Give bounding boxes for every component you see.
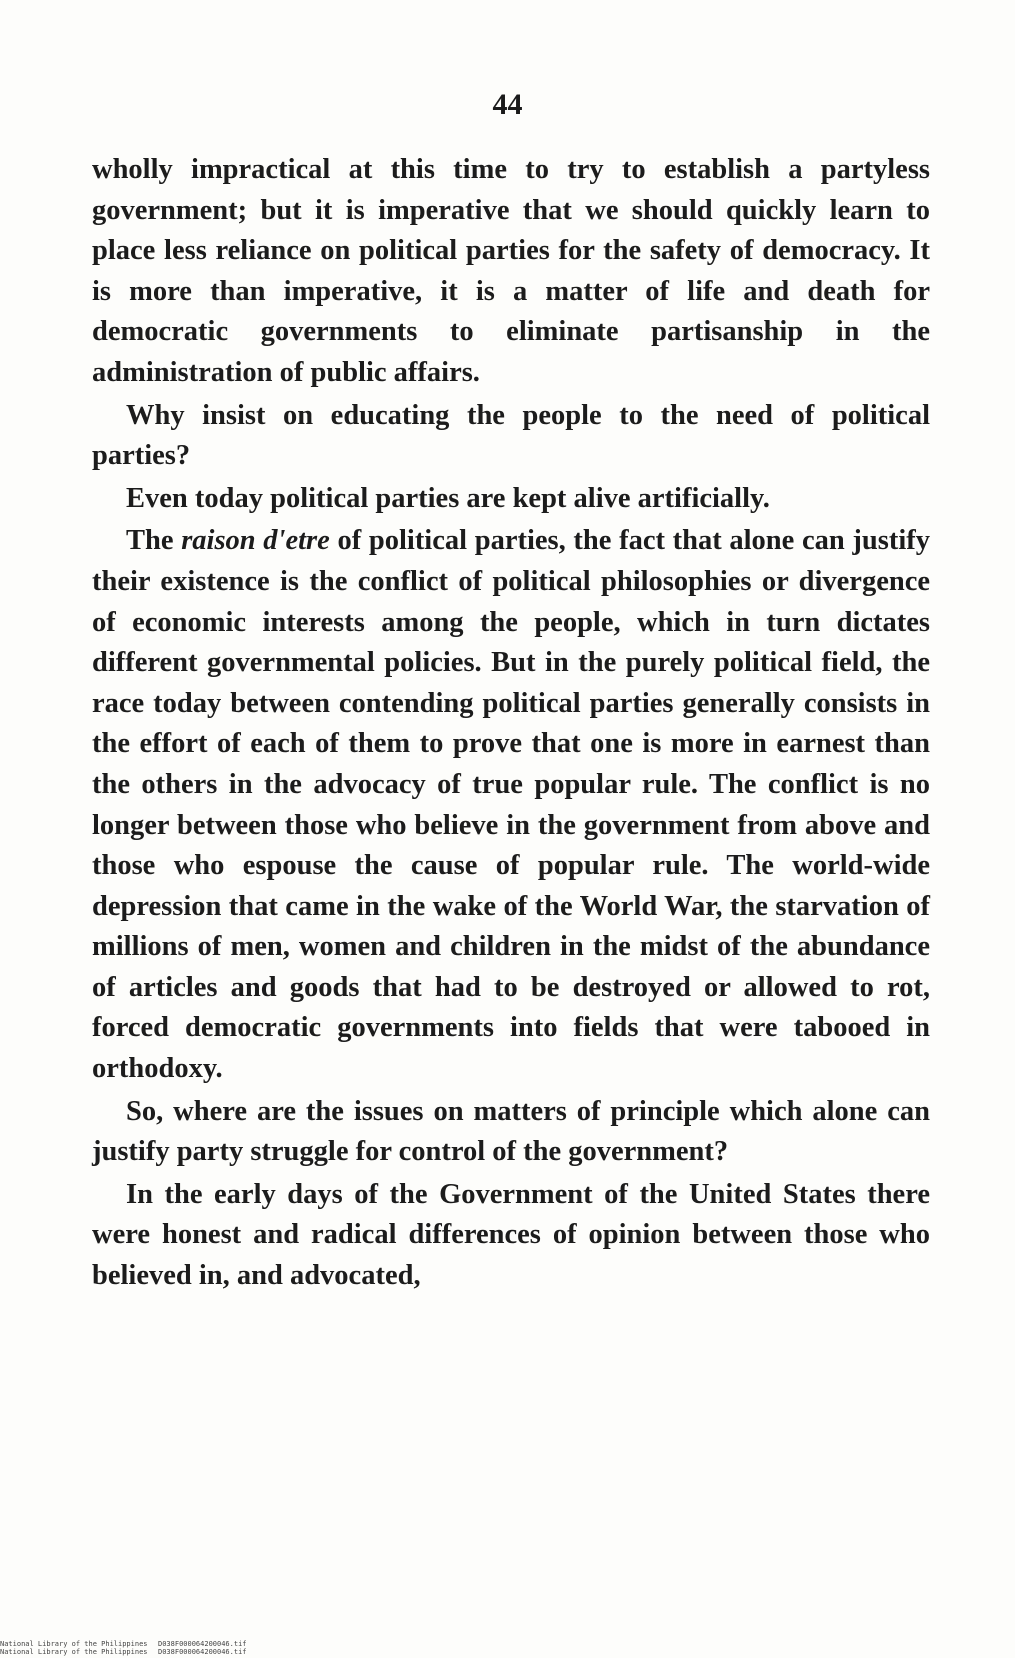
paragraph-5: So, where are the issues on matters of principle which alone can justify party struggle for control of the government?	[92, 1095, 930, 1168]
footer-file-1: D038F000064200046.tif	[158, 1640, 247, 1648]
paragraph-4-italic-phrase: raison d'etre	[181, 525, 330, 557]
footer-library-2: National Library of the Philippines	[0, 1648, 148, 1656]
paragraph-2: Why insist on educating the people to the need of political parties?	[92, 399, 930, 472]
footer-line-2	[0, 1648, 247, 1656]
paragraph-3: Even today political parties are kept alive artificially.	[126, 482, 770, 514]
paragraph-1: wholly impractical at this time to try to establish a partyless government; but it is imperative that we should quickly learn to place less reliance on political parties for the safety of democracy. It is more than imperative, it is a matter of life and death for democratic governments to eliminate partisanship in the administration of public affairs.	[92, 154, 930, 388]
paragraph-6: In the early days of the Government of the United States there were honest and radical differences of opinion between those who believed in, and advocated,	[92, 1178, 930, 1292]
body-text	[92, 150, 930, 1297]
paragraph-4-lead: The	[126, 525, 182, 557]
paragraph-4-rest: of political parties, the fact that alone can justify their existence is the conflict of political philosophies or divergence of economic interests among the people, which in turn dictates different governmental policies. But in the purely political field, the race today between contending political parties generally consists in the effort of each of them to prove that one is more in earnest than the others in the advocacy of true popular rule. The conflict is no longer between those who believe in the government from above and those who espouse the cause of popular rule. The world-wide depression that came in the wake of the World War, the starvation of millions of men, women and children in the midst of the abundance of articles and goods that had to be destroyed or allowed to rot, forced democratic governments into fields that were tabooed in orthodoxy.	[92, 525, 930, 1085]
footer-library-1: National Library of the Philippines	[0, 1640, 148, 1648]
paragraph-4	[92, 521, 930, 1089]
footer-line-1	[0, 1640, 247, 1648]
footer-file-2: D038F000064200046.tif	[158, 1648, 247, 1656]
page-number: 44	[492, 88, 523, 121]
scan-footer	[0, 1640, 247, 1656]
